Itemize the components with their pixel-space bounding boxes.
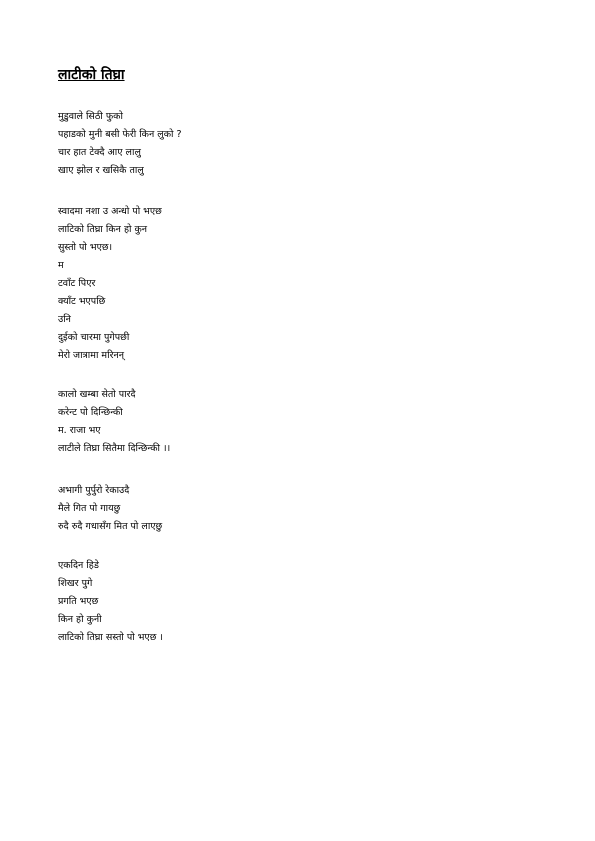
poem-line: क्याँट भएपछि (58, 296, 106, 307)
poem-line: कालो खम्बा सेतो पारदै (58, 389, 136, 400)
poem-line: पहाडको मुनी बसी फेरी किन लुको ? (58, 129, 182, 140)
poem-line: करेन्ट पो दिन्छिन्की (58, 407, 123, 418)
stanza-1 (58, 108, 182, 180)
poem-line: उनि (58, 314, 71, 325)
document-page (58, 0, 558, 841)
poem-line: म (58, 260, 64, 271)
poem-line: लाटिको तिघ्रा किन हो कुन (58, 224, 148, 235)
poem-line: स्वादमा नशा उ अन्धो पो भएछ (58, 206, 162, 217)
poem-line: दुईको चारमा पुगेपछी (58, 332, 130, 343)
poem-line: म. राजा भए (58, 425, 101, 436)
poem-line: शिखर पुगे (58, 578, 93, 589)
poem-line: चार हात टेक्दै आए लालु (58, 147, 141, 158)
poem-line: प्रगति भएछ (58, 596, 99, 607)
stanza-2 (58, 203, 162, 365)
poem-line: सुस्तो पो भएछ। (58, 242, 113, 253)
poem-line: टवाँट पिएर (58, 278, 96, 289)
poem-line: मैले गित पो गायछु (58, 503, 121, 514)
poem-line: लाटीले तिघ्रा सितैमा दिन्छिन्की ।। (58, 443, 171, 454)
stanza-4 (58, 482, 162, 536)
poem-line: खाए झोल र खसिकै तालु (58, 165, 144, 176)
stanza-3 (58, 386, 170, 458)
poem-title: लाटीको तिघ्रा (58, 67, 125, 83)
poem-line: अभागी पुर्पुरो रेकाउदै (58, 485, 130, 496)
poem-line: मेरो जात्रामा मरिनन् (58, 350, 124, 361)
poem-line: एकदिन हिडे (58, 560, 99, 571)
poem-line: किन हो कुनी (58, 614, 102, 625)
poem-line: मुडुवाले सिठी फुको (58, 111, 123, 122)
stanza-5 (58, 557, 163, 647)
poem-line: लाटिको तिघ्रा सस्तो पो भएछ । (58, 632, 163, 643)
poem-line: रुदै रुदै गधासँग मित पो लाएछु (58, 521, 163, 532)
